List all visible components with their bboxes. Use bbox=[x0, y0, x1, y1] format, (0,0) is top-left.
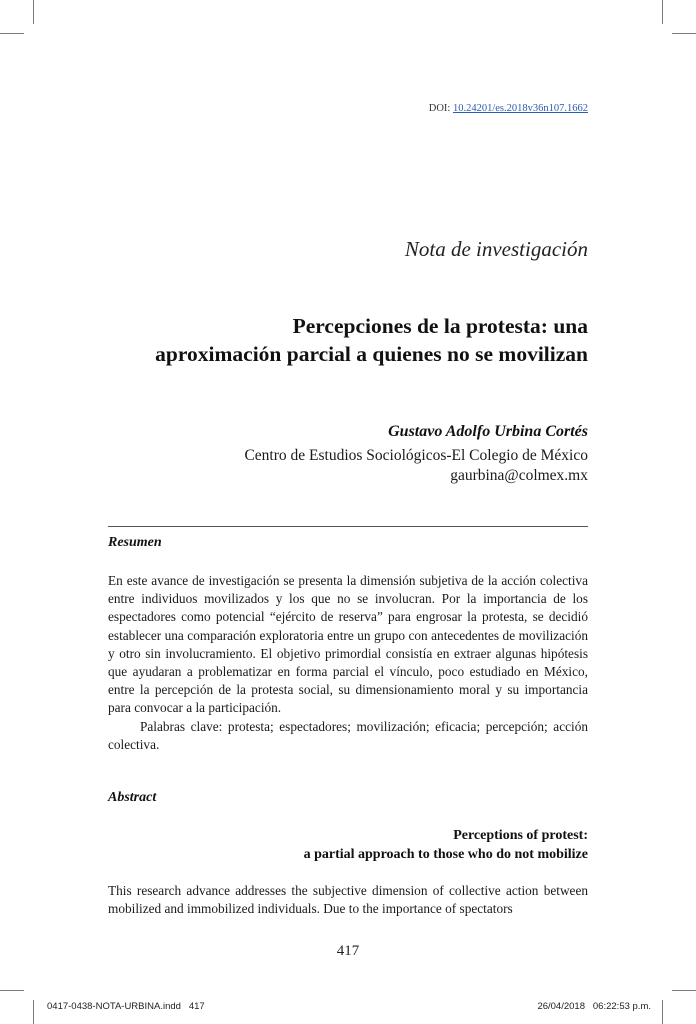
article-title bbox=[88, 312, 588, 368]
crop-mark-bottom-left-horizontal bbox=[0, 990, 24, 991]
english-title-line-2: a partial approach to those who do not mobilize bbox=[303, 847, 588, 862]
author-email[interactable]: gaurbina@colmex.mx bbox=[450, 467, 588, 484]
slug-filename: 0417-0438-NOTA-URBINA.indd 417 bbox=[47, 1001, 205, 1012]
page-number: 417 bbox=[336, 943, 360, 959]
author-affiliation: Centro de Estudios Sociológicos-El Colegio de México bbox=[244, 447, 588, 464]
english-title-line-1: Perceptions of protest: bbox=[453, 828, 588, 843]
english-title bbox=[108, 826, 588, 864]
section-label: Nota de investigación bbox=[404, 237, 588, 261]
title-line-1: Percepciones de la protesta: una bbox=[292, 314, 588, 338]
doi-link[interactable]: 10.24201/es.2018v36n107.1662 bbox=[452, 103, 588, 114]
abstract-heading: Abstract bbox=[108, 790, 157, 805]
abstract-text bbox=[108, 882, 588, 918]
doi-label: DOI: bbox=[428, 103, 451, 114]
title-line-2: aproximación parcial a quienes no se movilizan bbox=[155, 342, 588, 366]
resumen-heading: Resumen bbox=[108, 535, 162, 550]
crop-mark-bottom-right-vertical bbox=[662, 1000, 663, 1024]
crop-mark-top-right-vertical bbox=[662, 0, 663, 24]
crop-mark-top-right-horizontal bbox=[672, 33, 696, 34]
section-divider bbox=[108, 526, 588, 527]
crop-mark-bottom-right-horizontal bbox=[672, 990, 696, 991]
slug-datetime: 26/04/2018 06:22:53 p.m. bbox=[537, 1001, 651, 1012]
abstract-body: This research advance addresses the subjective dimension of collective action between mobilized and immobilized individuals. Due to the importance of spectators bbox=[108, 883, 588, 917]
resumen-body: En este avance de investigación se presenta la dimensión subjetiva de la acción colectiva entre individuos movilizados y los que no se involucran. Por la importancia de los espectadores como potencial “ejército de reserva” para engrosar la protesta, se decidió establecer una comparación exploratoria entre un grupo con antecedentes de movilización y otro sin involucramiento. El objetivo primordial consistía en extraer algunas hipótesis que ayudaran a problematizar en forma parcial el vínculo, poco estudiado en México, entre la percepción de la protesta social, su dimensionamiento moral y su importancia para convocar a la participación. bbox=[108, 573, 588, 716]
crop-mark-top-left-vertical bbox=[33, 0, 34, 24]
author-name: Gustavo Adolfo Urbina Cortés bbox=[388, 423, 588, 440]
crop-mark-top-left-horizontal bbox=[0, 33, 24, 34]
author-details bbox=[244, 446, 588, 486]
resumen-text bbox=[108, 572, 588, 754]
doi-line bbox=[429, 103, 588, 114]
resumen-keywords: Palabras clave: protesta; espectadores; movilización; eficacia; percepción; acción colectiva. bbox=[108, 718, 588, 752]
crop-mark-bottom-left-vertical bbox=[33, 1000, 34, 1024]
